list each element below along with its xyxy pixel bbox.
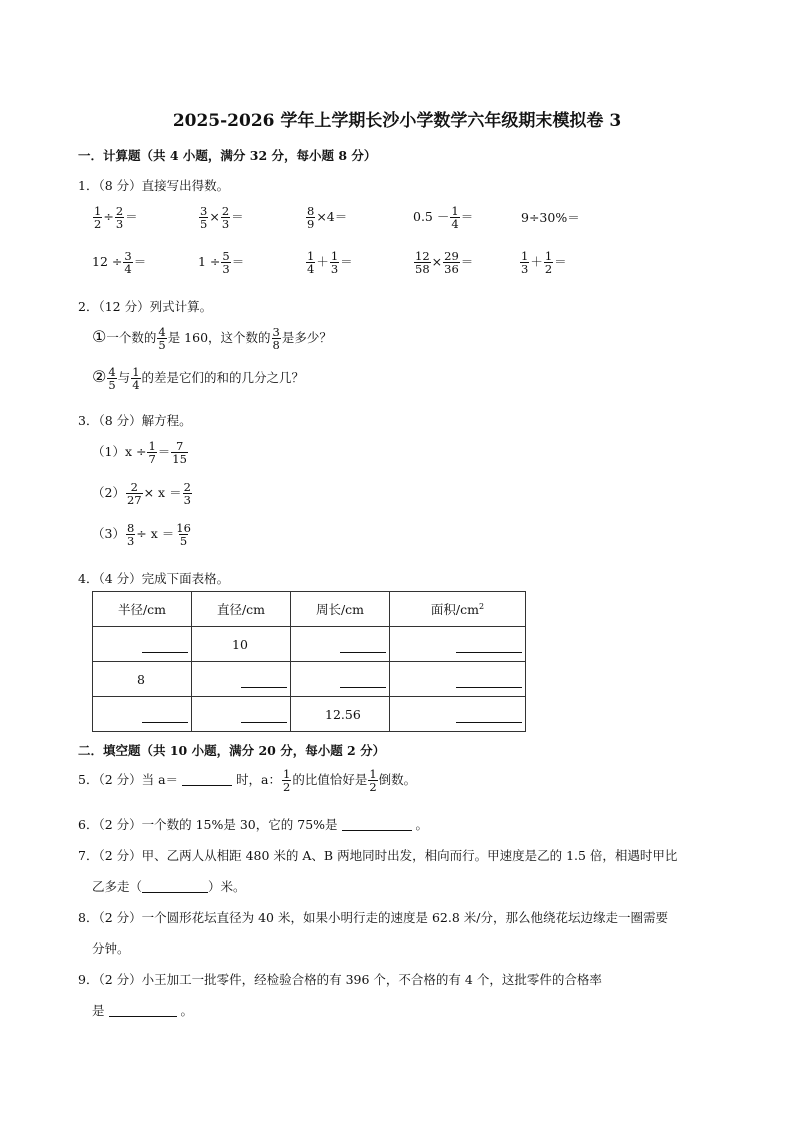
q7-line-1: 7．（2 分）甲、乙两人从相距 480 米的 A、B 两地同时出发，相向而行。甲速度是乙的 1.5 倍，相遇时甲比	[78, 848, 678, 863]
diameter-answer-blank[interactable]	[192, 662, 291, 697]
header-diameter: 直径/cm	[192, 592, 291, 627]
q9-line-2: 是 。	[92, 1003, 193, 1018]
q1-expr-3: $\frac{8}{9}$ ×4＝	[307, 204, 348, 232]
table-header-row	[93, 592, 526, 627]
q2-part-a: ①一个数的 $\frac{4}{5}$ 是 160，这个数的 $\frac{3}{8}$ 是多少？	[92, 325, 332, 353]
circle-table	[92, 591, 526, 732]
q3-stem: 3．（8 分）解方程。	[78, 413, 192, 428]
q1-expr-8: $\frac{1}{4}$ ＋ $\frac{1}{3}$ ＝	[307, 249, 353, 277]
q1-expr-2: $\frac{3}{5}$ × $\frac{2}{3}$ ＝	[200, 204, 244, 232]
q3-equation-2: （2） $\frac{2}{27}$ × x ＝ $\frac{2}{3}$	[92, 480, 191, 508]
q3-equation-3: （3） $\frac{8}{3}$ ÷ x ＝ $\frac{16}{5}$	[92, 521, 191, 549]
q5: 5．（2 分）当 a＝ 时，a： $\frac{1}{2}$ 的比值恰好是 $\frac{1}{2}$ 倒数。	[78, 767, 417, 795]
radius-answer-blank[interactable]	[93, 627, 192, 662]
q2-stem: 2．（12 分）列式计算。	[78, 299, 213, 314]
q8-line-1: 8．（2 分）一个圆形花坛直径为 40 米，如果小明行走的速度是 62.8 米/分，那么他绕花坛边缘走一圈需要	[78, 910, 668, 925]
q1-expr-5: 9÷30%＝	[521, 210, 580, 225]
circumference-answer-blank[interactable]	[291, 627, 390, 662]
q1-expr-1: $\frac{1}{2}$ ÷ $\frac{2}{3}$ ＝	[94, 204, 138, 232]
page-title: 2025-2026 学年上学期长沙小学数学六年级期末模拟卷 3	[172, 111, 622, 131]
header-radius: 半径/cm	[93, 592, 192, 627]
diameter-answer-blank[interactable]	[192, 697, 291, 732]
q1-expr-4: 0.5 － $\frac{1}{4}$ ＝	[413, 204, 474, 232]
header-area: 面积$/cm^2$	[390, 592, 526, 627]
q2-part-b: ② $\frac{4}{5}$ 与 $\frac{1}{4}$ 的差是它们的和的几分之几？	[92, 365, 305, 393]
diameter-value: 10	[192, 627, 291, 662]
radius-answer-blank[interactable]	[93, 697, 192, 732]
area-answer-blank[interactable]	[390, 697, 526, 732]
q4-stem: 4．（4 分）完成下面表格。	[78, 571, 230, 586]
q1-expr-7: 1 ÷ $\frac{5}{3}$ ＝	[198, 249, 245, 277]
section-2-heading: 二．填空题（共 10 小题，满分 20 分，每小题 2 分）	[78, 743, 386, 758]
area-answer-blank[interactable]	[390, 627, 526, 662]
q9-answer-blank[interactable]	[109, 1004, 177, 1017]
radius-value: 8	[93, 662, 192, 697]
circumference-answer-blank[interactable]	[291, 662, 390, 697]
q9-line-1: 9．（2 分）小王加工一批零件，经检验合格的有 396 个，不合格的有 4 个，这批零件的合格率	[78, 972, 602, 987]
table-row	[93, 627, 526, 662]
q6: 6．（2 分）一个数的 15%是 30，它的 75%是 。	[78, 817, 429, 832]
header-circumference: 周长/cm	[291, 592, 390, 627]
q3-equation-1: （1）x ÷ $\frac{1}{7}$ ＝ $\frac{7}{15}$	[92, 439, 187, 467]
area-answer-blank[interactable]	[390, 662, 526, 697]
q6-answer-blank[interactable]	[342, 818, 412, 831]
q5-answer-blank[interactable]	[182, 773, 232, 786]
q7-line-2: 乙多走（ ）米。	[92, 879, 246, 894]
table-row	[93, 662, 526, 697]
q7-answer-blank[interactable]	[142, 880, 208, 893]
q1-stem: 1．（8 分）直接写出得数。	[78, 178, 230, 193]
circumference-value: 12.56	[291, 697, 390, 732]
q8-line-2: 分钟。	[92, 941, 130, 956]
table-row	[93, 697, 526, 732]
q1-expr-10: $\frac{1}{3}$ ＋ $\frac{1}{2}$ ＝	[521, 249, 567, 277]
q1-expr-6: 12 ÷ $\frac{3}{4}$ ＝	[92, 249, 147, 277]
section-1-heading: 一．计算题（共 4 小题，满分 32 分，每小题 8 分）	[78, 148, 377, 163]
q1-expr-9: $\frac{12}{58}$ × $\frac{29}{36}$ ＝	[415, 249, 474, 277]
